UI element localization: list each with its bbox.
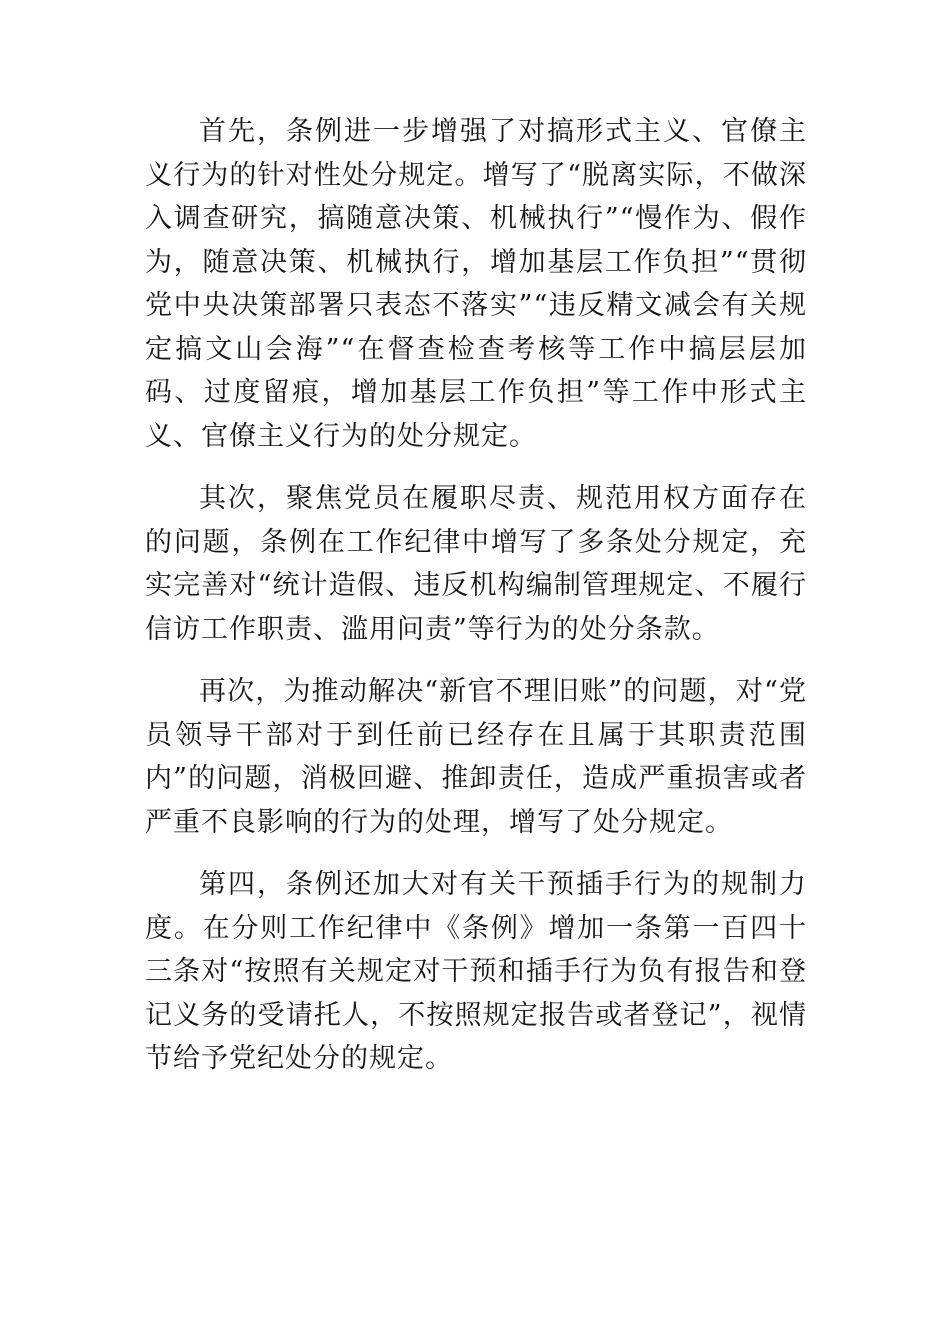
- document-body: [145, 110, 807, 1100]
- paragraph-second: 其次，聚焦党员在履职尽责、规范用权方面存在的问题，条例在工作纪律中增写了多条处分规定，充实完善对“统计造假、违反机构编制管理规定、不履行信访工作职责、滥用问责”等行为的处分条款。: [145, 483, 807, 645]
- paragraph-first: 首先，条例进一步增强了对搞形式主义、官僚主义行为的针对性处分规定。增写了“脱离实际，不做深入调查研究，搞随意决策、机械执行”“慢作为、假作为，随意决策、机械执行，增加基层工作负担”“贯彻党中央决策部署只表态不落实”“违反精文减会有关规定搞文山会海”“在督查检查考核等工作中搞层层加码、过度留痕，增加基层工作负担”等工作中形式主义、官僚主义行为的处分规定。: [145, 116, 807, 452]
- paragraph-fourth: 第四，条例还加大对有关干预插手行为的规制力度。在分则工作纪律中《条例》增加一条第一百四十三条对“按照有关规定对干预和插手行为负有报告和登记义务的受请托人，不按照规定报告或者登记”，视情节给予党纪处分的规定。: [145, 869, 807, 1074]
- paragraph-third: 再次，为推动解决“新官不理旧账”的问题，对“党员领导干部对于到任前已经存在且属于其职责范围内”的问题，消极回避、推卸责任，造成严重损害或者严重不良影响的行为的处理，增写了处分规定。: [145, 676, 807, 838]
